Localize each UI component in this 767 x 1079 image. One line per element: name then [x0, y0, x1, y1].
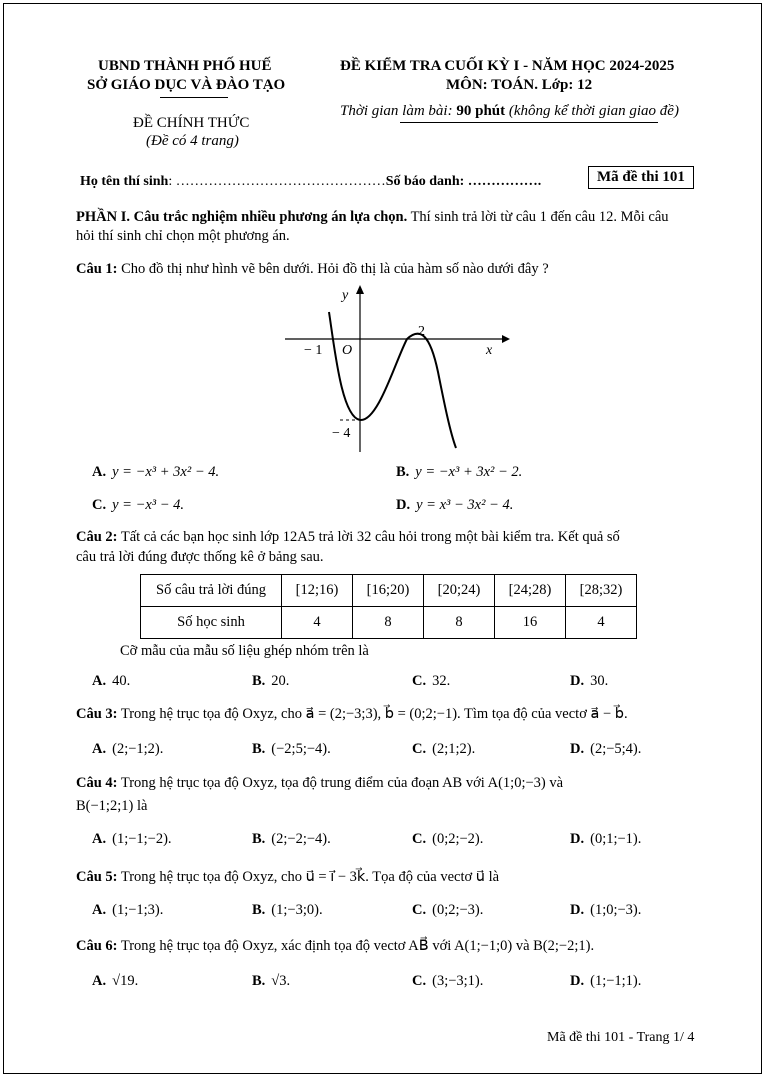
q1-option-d[interactable]: D. y = x³ − 3x² − 4.: [396, 497, 514, 513]
q2-sub-question: Cỡ mẫu của mẫu số liệu ghép nhóm trên là: [120, 643, 369, 659]
q5-stem: Câu 5: Trong hệ trục tọa độ Oxyz, cho u⃗ = i⃗ − 3k⃗. Tọa độ của vectơ u⃗ là: [76, 869, 500, 885]
q4-option-d[interactable]: D. (0;1;−1).: [570, 831, 642, 847]
q6-option-c[interactable]: C. (3;−3;1).: [412, 973, 484, 989]
header-department: SỞ GIÁO DỤC VÀ ĐÀO TẠO: [87, 77, 286, 93]
q2-stem: Câu 2: Tất cả các bạn học sinh lớp 12A5 trả lời 32 câu hỏi trong một bài kiểm tra. Kết quả số: [76, 529, 620, 545]
y-axis-arrow: [356, 285, 364, 294]
header-underline: [160, 97, 228, 98]
pages-note: (Đề có 4 trang): [146, 133, 239, 149]
q1-graph: [280, 282, 510, 454]
table-cell: 4: [566, 607, 637, 639]
q5-option-d[interactable]: D. (1;0;−3).: [570, 902, 642, 918]
q2-option-b[interactable]: B. 20.: [252, 673, 290, 689]
exam-title: ĐỀ KIỂM TRA CUỐI KỲ I - NĂM HỌC 2024-2025: [340, 58, 675, 74]
q3-option-d[interactable]: D. (2;−5;4).: [570, 741, 642, 757]
x-label: x: [486, 343, 493, 358]
q5-option-a[interactable]: A. (1;−1;3).: [92, 902, 164, 918]
q3-stem: Câu 3: Trong hệ trục tọa độ Oxyz, cho a⃗ = (2;−3;3), b⃗ = (0;2;−1). Tìm tọa độ của vectơ a⃗ − b⃗.: [76, 706, 628, 722]
q4-stem: Câu 4: Trong hệ trục tọa độ Oxyz, tọa độ trung điểm của đoạn AB với A(1;0;−3) và: [76, 775, 564, 791]
q1-option-a[interactable]: A. y = −x³ + 3x² − 4.: [92, 464, 220, 480]
table-cell: 4: [282, 607, 353, 639]
q3-option-b[interactable]: B. (−2;5;−4).: [252, 741, 331, 757]
origin-label: O: [342, 343, 353, 358]
exam-time: Thời gian làm bài: 90 phút (không kể thời gian giao đề): [340, 103, 679, 119]
minus1-label: − 1: [304, 343, 323, 358]
student-info-row: Họ tên thí sinh: ………………………………………Số báo danh: …………….: [80, 174, 542, 189]
q3-option-a[interactable]: A. (2;−1;2).: [92, 741, 164, 757]
table-header-cell: Số câu trả lời đúng: [141, 575, 282, 607]
q5-option-c[interactable]: C. (0;2;−3).: [412, 902, 484, 918]
table-cell: [20;24): [424, 575, 495, 607]
q1-option-b[interactable]: B. y = −x³ + 3x² − 2.: [396, 464, 523, 480]
table-row: [141, 575, 637, 607]
header-authority: UBND THÀNH PHỐ HUẾ: [98, 58, 272, 74]
q6-option-b[interactable]: B. √3.: [252, 973, 291, 989]
part1-desc: hỏi thí sinh chỉ chọn một phương án.: [76, 228, 290, 244]
official-label: ĐỀ CHÍNH THỨC: [133, 115, 250, 131]
q6-option-a[interactable]: A. √19.: [92, 973, 139, 989]
q4-option-c[interactable]: C. (0;2;−2).: [412, 831, 484, 847]
q5-option-b[interactable]: B. (1;−3;0).: [252, 902, 323, 918]
table-cell: [16;20): [353, 575, 424, 607]
part1-heading: PHẦN I. Câu trắc nghiệm nhiều phương án lựa chọn. Thí sinh trả lời từ câu 1 đến câu 12. Mỗi câu: [76, 209, 669, 225]
table-cell: 8: [353, 607, 424, 639]
exam-code-box: Mã đề thi 101: [588, 166, 694, 189]
q2-option-a[interactable]: A. 40.: [92, 673, 131, 689]
page-footer: Mã đề thi 101 - Trang 1/ 4: [547, 1030, 695, 1045]
table-cell: 8: [424, 607, 495, 639]
q6-stem: Câu 6: Trong hệ trục tọa độ Oxyz, xác định tọa độ vectơ AB⃗ với A(1;−1;0) và B(2;−2;1).: [76, 938, 595, 954]
q4-option-b[interactable]: B. (2;−2;−4).: [252, 831, 331, 847]
table-cell: [24;28): [495, 575, 566, 607]
time-underline: [400, 122, 658, 123]
table-cell: [28;32): [566, 575, 637, 607]
table-row: [141, 607, 637, 639]
q2-option-c[interactable]: C. 32.: [412, 673, 451, 689]
q4-stem-2: B(−1;2;1) là: [76, 798, 148, 814]
q6-option-d[interactable]: D. (1;−1;1).: [570, 973, 642, 989]
q2-stem-2: câu trả lời đúng được thống kê ở bảng sau.: [76, 549, 324, 565]
q2-option-d[interactable]: D. 30.: [570, 673, 609, 689]
q4-option-a[interactable]: A. (1;−1;−2).: [92, 831, 172, 847]
x-axis-arrow: [502, 335, 510, 343]
q1-option-c[interactable]: C. y = −x³ − 4.: [92, 497, 185, 513]
table-header-cell: Số học sinh: [141, 607, 282, 639]
q3-option-c[interactable]: C. (2;1;2).: [412, 741, 476, 757]
table-cell: 16: [495, 607, 566, 639]
q1-stem: Câu 1: Cho đồ thị như hình vẽ bên dưới. Hỏi đồ thị là của hàm số nào dưới đây ?: [76, 261, 549, 277]
table-cell: [12;16): [282, 575, 353, 607]
minus4-label: − 4: [332, 426, 351, 441]
two-label: 2: [418, 324, 425, 339]
q2-frequency-table: [140, 574, 637, 639]
y-label: y: [342, 288, 349, 303]
exam-subject: MÔN: TOÁN. Lớp: 12: [446, 77, 593, 93]
